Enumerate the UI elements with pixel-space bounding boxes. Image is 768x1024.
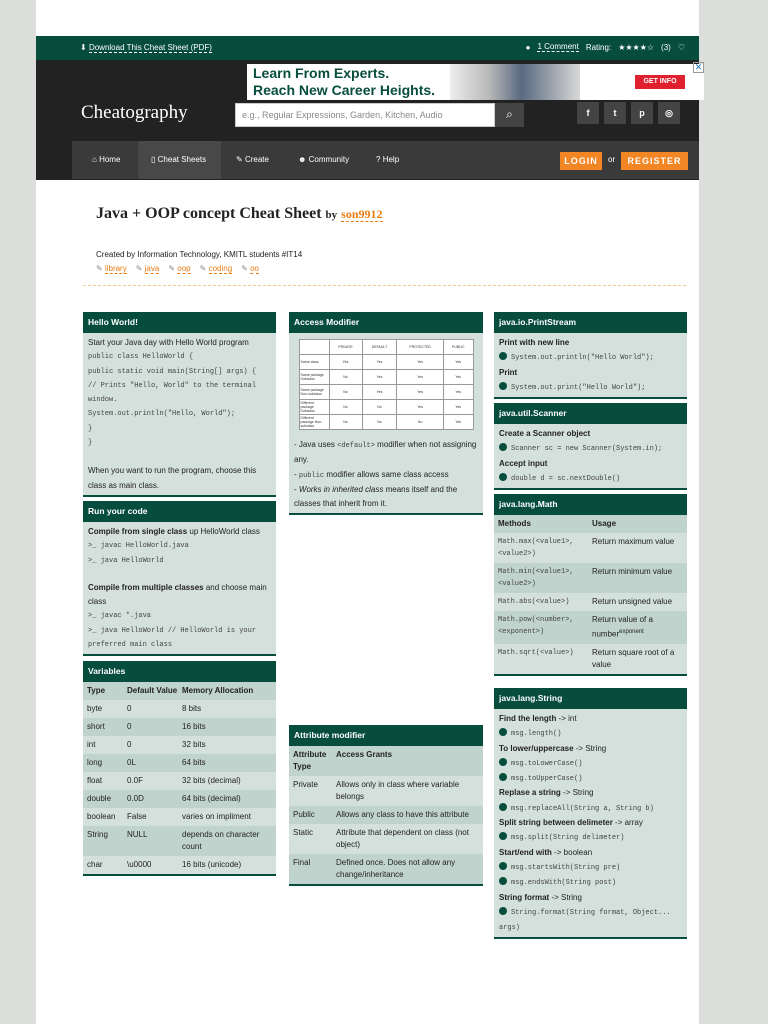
left-margin bbox=[0, 0, 36, 1024]
table-cell: boolean bbox=[87, 812, 116, 821]
tag-icon: ✎ bbox=[199, 264, 209, 273]
table-cell: Yes bbox=[397, 385, 443, 400]
table-cell: No bbox=[329, 415, 362, 430]
table-row bbox=[83, 808, 276, 826]
return-type: -> String bbox=[573, 743, 607, 753]
table-cell: Static bbox=[293, 828, 314, 837]
nav-create[interactable]: ✎ Create bbox=[236, 155, 269, 164]
bullet-icon bbox=[499, 382, 507, 390]
code-text: msg.split(String delimeter) bbox=[511, 834, 625, 843]
table-cell: Allows only in class where variable belongs bbox=[336, 780, 460, 801]
table-row bbox=[83, 790, 276, 808]
table-row bbox=[289, 854, 483, 884]
register-button[interactable]: REGISTER bbox=[621, 152, 688, 170]
table-row bbox=[83, 718, 276, 736]
code-line bbox=[499, 860, 682, 875]
ad-banner[interactable] bbox=[247, 64, 704, 100]
rating-stars[interactable]: ★★★★☆ bbox=[618, 42, 655, 52]
table-row bbox=[494, 644, 687, 674]
table-cell: PUBLIC bbox=[443, 340, 473, 355]
return-type: -> String bbox=[560, 788, 594, 798]
table-row bbox=[299, 385, 473, 400]
table-cell: Attribute Type bbox=[293, 750, 327, 771]
table-row bbox=[83, 772, 276, 790]
table-cell: 16 bits (unicode) bbox=[182, 860, 242, 869]
hello-world-box: Hello World! Start your Java day with Hello World program public class HelloWorld { public static void main(String[] args) { // Prints "Hello, World" to the terminal window. System.out.println("Hello, World"); } } When you want to run the program, choose this class as main class. bbox=[83, 312, 276, 497]
table-row bbox=[83, 736, 276, 754]
access-modifier-table bbox=[299, 339, 474, 430]
printstream-box: java.io.PrintStream Print with new line System.out.println("Hello World"); Print System.out.print("Hello World"); bbox=[494, 312, 687, 399]
table-row bbox=[494, 563, 687, 593]
code-text: msg.replaceAll(String a, String b) bbox=[511, 804, 654, 813]
table-row bbox=[83, 682, 276, 700]
bullet-icon bbox=[499, 758, 507, 766]
table-cell: DEFAULT bbox=[362, 340, 397, 355]
table-cell: varies on impliment bbox=[182, 812, 251, 821]
table-cell: Yes bbox=[362, 370, 397, 385]
table-cell: Memory Allocation bbox=[182, 686, 254, 695]
string-heading bbox=[499, 891, 682, 905]
ad-line-1: Learn From Experts. bbox=[253, 65, 390, 81]
code-line bbox=[499, 771, 682, 786]
comments-link[interactable]: 1 Comment bbox=[537, 42, 579, 51]
search-button[interactable] bbox=[495, 103, 524, 127]
table-cell: byte bbox=[87, 704, 103, 713]
table-cell: Attribute that dependent on class (not object) bbox=[336, 828, 469, 849]
code-text: msg.toLowerCase() bbox=[511, 759, 583, 768]
math-box: java.lang.Math Methods Usage Math.max(<value1>, <value2>) Return maximum value Math.min(<value1>, <value2>) Return minimum value Math.abs(<value>) Return unsigned value Math.pow(<number>, <exponent>) Return value of a number$^{exponent}$ Math.sqrt(<value>) Return square root of a value bbox=[494, 494, 687, 676]
table-cell: Allows any class to have this attribute bbox=[336, 810, 469, 819]
variables-table bbox=[83, 682, 276, 874]
table-cell: Private bbox=[293, 780, 318, 789]
table-cell: 0.0F bbox=[127, 776, 144, 785]
bullet-icon bbox=[499, 907, 507, 915]
code-line bbox=[499, 726, 682, 741]
return-type: -> String bbox=[549, 892, 582, 902]
table-cell: int bbox=[87, 740, 96, 749]
download-icon: ⬇ bbox=[80, 43, 87, 52]
table-cell bbox=[299, 340, 329, 355]
tag-item bbox=[168, 264, 190, 273]
table-cell: Default Value bbox=[127, 686, 178, 695]
twitter-icon[interactable]: t bbox=[604, 102, 626, 124]
table-cell: Public bbox=[293, 810, 315, 819]
divider bbox=[83, 285, 686, 286]
attribute-modifier-box: Attribute modifier Attribute Type Access Grants Private Allows only in class where variable belongs Public Allows any class to have this attribute Static Attribute that dependent on class (not object) Final Defined once. Does not allow any change/inheritance bbox=[289, 725, 483, 886]
tag-item bbox=[96, 264, 127, 273]
table-cell: Different package Non-subclass bbox=[299, 415, 329, 430]
tag-link[interactable]: library bbox=[104, 264, 127, 273]
table-cell: 0L bbox=[127, 758, 136, 767]
table-cell: Yes bbox=[397, 370, 443, 385]
table-cell: Math.sqrt(<value>) bbox=[498, 648, 574, 657]
code-line: window. bbox=[88, 396, 118, 405]
table-cell: NULL bbox=[127, 830, 148, 839]
rating-count: (3) bbox=[661, 42, 671, 52]
string-heading bbox=[499, 846, 682, 860]
run-your-code-box: Run your code Compile from single class up HelloWorld class >_ javac HelloWorld.java >_ java HelloWorld Compile from multiple classes and choose main class >_ javac *.java >_ java HelloWorld // HelloWorld is your preferred main class bbox=[83, 501, 276, 656]
return-type: -> array bbox=[612, 818, 643, 828]
page-title: Java + OOP concept Cheat Sheet by son9912 bbox=[96, 205, 383, 222]
table-row bbox=[494, 515, 687, 533]
help-icon: ? bbox=[376, 155, 381, 164]
variables-box: Variables Type Default Value Memory Allocation byte 0 8 bits short 0 16 bits int 0 32 bits long 0L 64 bits float 0.0F 32 bits (decimal) double 0.0D 64 bits (decimal) boolean False varies on impliment String NULL depends on character count char \u0000 16 bits (unicode) bbox=[83, 661, 276, 876]
nav-community[interactable]: ☻ Community bbox=[298, 155, 350, 164]
table-row bbox=[494, 593, 687, 611]
string-heading bbox=[499, 786, 682, 800]
ad-line-2: Reach New Career Heights. bbox=[253, 82, 436, 98]
heading-text: Split string between delimeter bbox=[499, 818, 613, 828]
table-row bbox=[299, 400, 473, 415]
tag-icon: ✎ bbox=[241, 264, 251, 273]
site-logo[interactable]: Cheatography bbox=[81, 102, 188, 123]
table-cell: Yes bbox=[443, 370, 473, 385]
tag-item bbox=[200, 264, 233, 273]
download-pdf-link[interactable]: Download This Cheat Sheet (PDF) bbox=[88, 43, 212, 52]
header bbox=[36, 36, 703, 180]
table-cell: Yes bbox=[443, 355, 473, 370]
code-text: msg.length() bbox=[511, 730, 562, 739]
table-cell: Return minimum value bbox=[592, 567, 673, 576]
table-cell: 0.0D bbox=[127, 794, 144, 803]
table-cell: Type bbox=[87, 686, 106, 695]
table-cell: Yes bbox=[362, 385, 397, 400]
table-row bbox=[83, 700, 276, 718]
right-margin bbox=[699, 0, 768, 1024]
pencil-icon: ✎ bbox=[236, 155, 243, 164]
code-line: public class HelloWorld { bbox=[88, 353, 194, 362]
code-text: String.format(String format, Object... args) bbox=[499, 908, 671, 933]
table-cell: double bbox=[87, 794, 112, 803]
table-cell: No bbox=[329, 370, 362, 385]
nav-cheat-sheets[interactable]: ▯ Cheat Sheets bbox=[151, 155, 207, 164]
community-icon: ☻ bbox=[298, 155, 307, 164]
table-cell: No bbox=[362, 400, 397, 415]
string-heading bbox=[499, 742, 682, 756]
main-nav bbox=[72, 141, 699, 179]
table-cell: Yes bbox=[443, 385, 473, 400]
search-icon: ⌕ bbox=[506, 107, 513, 121]
table-cell: long bbox=[87, 758, 103, 767]
tag-icon: ✎ bbox=[135, 264, 145, 273]
table-cell: Usage bbox=[592, 519, 617, 528]
code-line bbox=[499, 905, 682, 936]
bullet-icon bbox=[499, 773, 507, 781]
table-row bbox=[289, 806, 483, 824]
ad-get-info-button[interactable]: GET INFO bbox=[635, 75, 685, 89]
table-row bbox=[83, 856, 276, 874]
table-cell: Yes bbox=[443, 400, 473, 415]
tag-item bbox=[136, 264, 160, 273]
table-cell: 16 bits bbox=[182, 722, 206, 731]
access-modifier-box: Access Modifier PRIVATE DEFAULT PROTECTED PUBLIC Same class Yes Yes Yes Yes Same package Subclass No Yes Yes Yes Same package Non-subclass No Yes Yes Yes Different package Subclass No No Yes Yes Different package Non-subclass No No No Yes - Java uses <default> modifier when not assigning any. - public modifier allows same class access - Works in inherited class means itself and the classes that inherit from it. bbox=[289, 312, 483, 515]
table-cell: short bbox=[87, 722, 105, 731]
heading-text: Replase a string bbox=[499, 788, 561, 798]
table-cell: Math.max(<value1>, <value2>) bbox=[498, 538, 574, 558]
code-line: public static void main(String[] args) { bbox=[88, 367, 257, 376]
table-cell: Return maximum value bbox=[592, 537, 675, 546]
code-block bbox=[88, 350, 271, 450]
table-cell: Defined once. Does not allow any change/inheritance bbox=[336, 858, 456, 879]
table-cell: Yes bbox=[362, 355, 397, 370]
table-cell: PRIVATE bbox=[329, 340, 362, 355]
string-heading bbox=[499, 816, 682, 830]
tag-item bbox=[241, 264, 259, 273]
rating-label: Rating: bbox=[585, 42, 612, 52]
string-box: java.lang.String Find the length -> int msg.length() To lower/uppercase -> String msg.toLowerCase() msg.toUpperCase() Replase a string -> String msg.replaceAll(String a, String b) Split string between delimeter -> array msg.split(String delimeter) Start/end with -> boolean msg.startsWith(String pre) msg.endsWith(String post) String format -> String String.format(String format, Object... args) bbox=[494, 688, 687, 939]
comment-icon: ● bbox=[525, 42, 531, 52]
code-line: } bbox=[88, 439, 93, 448]
bullet-icon bbox=[499, 443, 507, 451]
table-row bbox=[289, 746, 483, 776]
table-row bbox=[83, 826, 276, 856]
return-type: -> boolean bbox=[551, 847, 593, 857]
heading-text: Start/end with bbox=[499, 847, 552, 857]
bullet-icon bbox=[499, 352, 507, 360]
table-row bbox=[289, 776, 483, 806]
bullet-icon bbox=[499, 728, 507, 736]
ad-image bbox=[450, 64, 580, 100]
table-header-row bbox=[299, 340, 473, 355]
table-cell: \u0000 bbox=[127, 860, 152, 869]
table-cell: Math.min(<value1>, <value2>) bbox=[498, 568, 574, 588]
heading-text: String format bbox=[499, 892, 550, 902]
table-cell: 0 bbox=[127, 704, 132, 713]
or-text: or bbox=[608, 155, 616, 164]
code-line bbox=[499, 801, 682, 816]
author-link[interactable]: son9912 bbox=[341, 207, 383, 221]
bullet-icon bbox=[499, 832, 507, 840]
table-cell: No bbox=[329, 400, 362, 415]
table-cell: Yes bbox=[397, 355, 443, 370]
tag-icon: ✎ bbox=[168, 264, 178, 273]
table-row bbox=[494, 611, 687, 644]
table-cell: Return value of a number$^{exponent}$ bbox=[592, 615, 653, 639]
heading-text: To lower/uppercase bbox=[499, 743, 574, 753]
table-cell: 64 bits bbox=[182, 758, 206, 767]
tag-link[interactable]: coding bbox=[208, 264, 233, 273]
code-text: msg.startsWith(String pre) bbox=[511, 863, 621, 872]
code-text: msg.toUpperCase() bbox=[511, 775, 583, 784]
nav-help[interactable]: ? Help bbox=[376, 155, 400, 164]
tag-link[interactable]: java bbox=[144, 264, 160, 273]
code-line: // Prints "Hello, World" to the terminal bbox=[88, 381, 257, 390]
table-cell: PROTECTED bbox=[397, 340, 443, 355]
attribute-table bbox=[289, 746, 483, 884]
table-cell: Yes bbox=[443, 415, 473, 430]
table-cell: Methods bbox=[498, 519, 531, 528]
scanner-box: java.util.Scanner Create a Scanner object Scanner sc = new Scanner(System.in); Accept input double d = sc.nextDouble() bbox=[494, 403, 687, 490]
table-cell: No bbox=[329, 385, 362, 400]
code-line bbox=[499, 756, 682, 771]
favorite-heart-icon[interactable]: ♡ bbox=[677, 42, 685, 52]
nav-home[interactable]: ⌂ Home bbox=[92, 155, 121, 164]
table-cell: Same class bbox=[299, 355, 329, 370]
table-cell: False bbox=[127, 812, 147, 821]
table-cell: No bbox=[362, 415, 397, 430]
table-cell: Different package Subclass bbox=[299, 400, 329, 415]
code-text: msg.endsWith(String post) bbox=[511, 879, 617, 888]
table-row bbox=[299, 370, 473, 385]
table-cell: float bbox=[87, 776, 103, 785]
table-cell: No bbox=[397, 415, 443, 430]
table-row bbox=[289, 824, 483, 854]
heading-text: Find the length bbox=[499, 714, 557, 723]
table-cell: 0 bbox=[127, 722, 132, 731]
home-icon: ⌂ bbox=[92, 155, 97, 164]
code-line: } bbox=[88, 424, 93, 433]
table-cell: Access Grants bbox=[336, 750, 393, 759]
table-row bbox=[299, 415, 473, 430]
table-cell: Math.pow(<number>, <exponent>) bbox=[498, 616, 574, 636]
table-cell: 8 bits bbox=[182, 704, 202, 713]
table-cell: Same package Subclass bbox=[299, 370, 329, 385]
bullet-icon bbox=[499, 803, 507, 811]
string-heading bbox=[499, 712, 682, 726]
ad-close-icon[interactable]: ✕ bbox=[694, 62, 703, 72]
tag-link[interactable]: oop bbox=[177, 264, 191, 273]
code-line: System.out.println("Hello, World"); bbox=[88, 410, 236, 419]
table-cell: Same package Non-subclass bbox=[299, 385, 329, 400]
table-cell: String bbox=[87, 830, 108, 839]
tag-icon: ✎ bbox=[96, 264, 105, 273]
table-cell: Yes bbox=[397, 400, 443, 415]
page bbox=[36, 36, 703, 988]
table-cell: 64 bits (decimal) bbox=[182, 794, 241, 803]
code-line bbox=[499, 875, 682, 890]
table-cell: char bbox=[87, 860, 103, 869]
box-title: Hello World! bbox=[83, 312, 276, 333]
cheat-sheet-icon: ▯ bbox=[151, 155, 156, 164]
return-type: -> int bbox=[556, 714, 577, 723]
string-methods bbox=[494, 709, 687, 937]
superscript: exponent bbox=[619, 629, 644, 635]
tag-link[interactable]: oo bbox=[250, 264, 259, 273]
table-row bbox=[494, 533, 687, 563]
table-cell: Yes bbox=[329, 355, 362, 370]
table-cell: 0 bbox=[127, 740, 132, 749]
login-button[interactable]: LOGIN bbox=[560, 152, 602, 170]
social-links bbox=[577, 102, 680, 124]
table-row bbox=[299, 355, 473, 370]
bullet-icon bbox=[499, 862, 507, 870]
table-cell: depends on character count bbox=[182, 830, 260, 851]
table-row bbox=[83, 754, 276, 772]
sheet-description: Created by Information Technology, KMITL students #IT14 bbox=[96, 250, 303, 259]
top-strip bbox=[36, 36, 699, 60]
table-cell: Final bbox=[293, 858, 311, 867]
bullet-icon bbox=[499, 473, 507, 481]
tag-list bbox=[96, 264, 259, 273]
code-line bbox=[499, 830, 682, 845]
table-cell: 32 bits bbox=[182, 740, 206, 749]
math-table bbox=[494, 515, 687, 674]
facebook-icon[interactable]: f bbox=[577, 102, 599, 124]
search-input[interactable]: e.g., Regular Expressions, Garden, Kitchen, Audio bbox=[235, 103, 495, 127]
table-cell: Return square root of a value bbox=[592, 647, 675, 669]
instagram-icon[interactable]: ◎ bbox=[658, 102, 680, 124]
table-cell: 32 bits (decimal) bbox=[182, 776, 241, 785]
pinterest-icon[interactable]: p bbox=[631, 102, 653, 124]
bullet-icon bbox=[499, 877, 507, 885]
table-cell: Return unsigned value bbox=[592, 597, 673, 606]
table-cell: Math.abs(<value>) bbox=[498, 598, 570, 606]
